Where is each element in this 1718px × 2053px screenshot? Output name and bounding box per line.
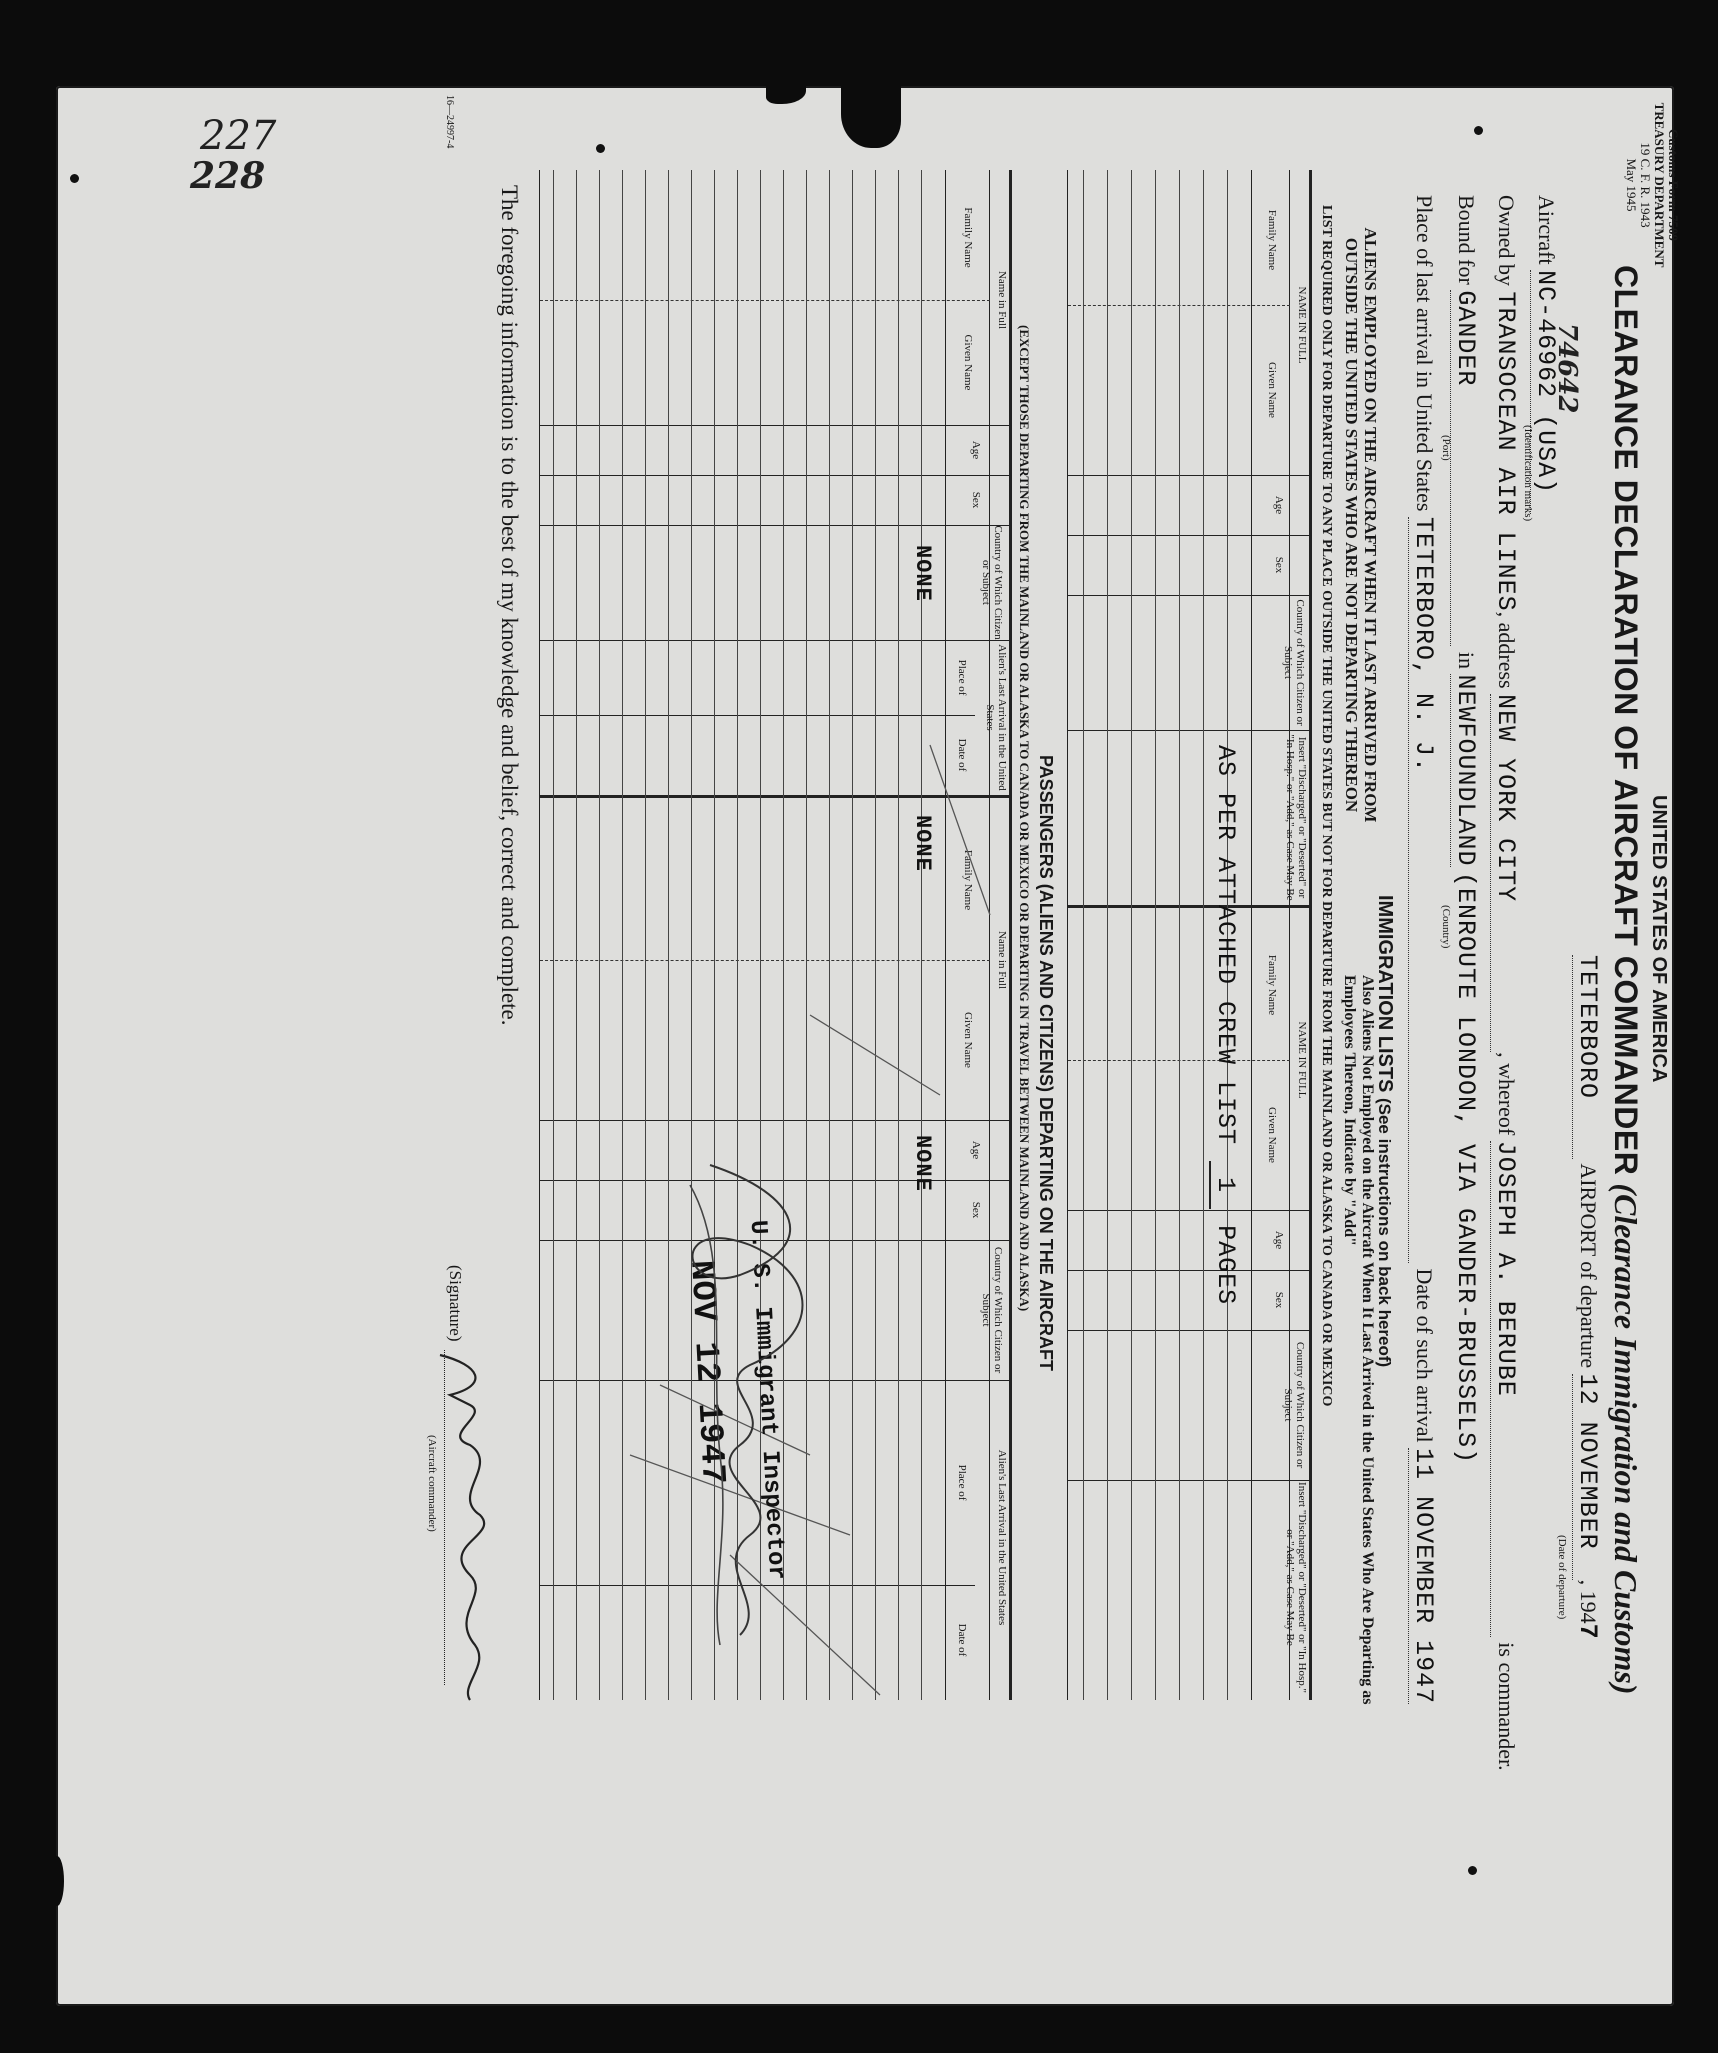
department: TREASURY DEPARTMENT [1652, 102, 1667, 268]
cfr: 19 C. F. R. 1943 [1638, 142, 1653, 228]
address-value: NEW YORK CITY [1490, 694, 1520, 1052]
right-list-heading: Also Aliens Not Employed on the Aircraft When It Last Arrived in the United States Who Are Departing as Employees Thereon, Indicate by "Add" [1341, 975, 1376, 1705]
crew-note: AS PER ATTACHED CREW LIST 1 PAGES [1211, 745, 1240, 1306]
airport-label: AIRPORT of departure [1576, 1163, 1601, 1369]
date-arrival-value: 11 NOVEMBER 1947 [1409, 1448, 1438, 1705]
upper-left-sex-header: Sex [1273, 556, 1285, 574]
page-number-bottom: 228 [190, 155, 266, 197]
bound-label: Bound for [1454, 195, 1479, 285]
stamp-date: NOV 12 1947 [681, 1259, 731, 1486]
owner-value: TRANSOCEAN AIR LINES [1491, 291, 1520, 612]
upper-right-insert-header: Insert "Discharged" or "Deserted" or "In Hosp." or "Add," as Case May Be [1284, 1482, 1308, 1693]
rotated-form [80, 95, 1680, 2015]
lower-right-family-header: Family Name [962, 849, 974, 911]
route-value: (ENROUTE LONDON, VIA GANDER-BRUSSELS) [1451, 872, 1480, 1465]
address-label: , address [1494, 611, 1519, 689]
commander-label: is commander. [1494, 1642, 1519, 1771]
upper-left-family-header: Family Name [1266, 209, 1278, 271]
country-heading: UNITED STATES OF AMERICA [1648, 795, 1670, 1083]
page-number-top: 227 [200, 113, 277, 159]
nc-correction: 74642 [1552, 323, 1582, 414]
list-required-note: LIST REQUIRED ONLY FOR DEPARTURE TO ANY PLACE OUTSIDE THE UNITED STATES BUT NOT FOR DEPARTURE FROM THE MAINLAND OR ALASKA TO CANADA OR MEXICO [1319, 205, 1334, 1407]
punch-hole [70, 174, 79, 183]
upper-right-family-header: Family Name [1266, 954, 1278, 1016]
aircraft-caption: (Identification marks) [1522, 425, 1534, 522]
form-date: May 1945 [1624, 158, 1639, 212]
bound-value: GANDER [1450, 290, 1480, 646]
upper-left-country-header: Country of Which Citizen or Subject [1282, 599, 1306, 726]
lower-left-date-header: Date of [956, 738, 968, 772]
aircraft-value: NC-46962 (USA) [1530, 270, 1560, 514]
signature-caption: (Aircraft commander) [426, 1435, 438, 1532]
form-number: Customs Form 7509 [1666, 129, 1681, 241]
lower-right-last-arrival-header: Alien's Last Arrival in the United States [996, 1449, 1008, 1626]
owned-label: Owned by [1494, 195, 1519, 287]
torn-edge [50, 1856, 64, 1906]
lower-right-given-header: Given Name [962, 1012, 974, 1068]
lower-right-country-header: Country of Which Citizen or Subject [980, 1246, 1004, 1374]
lower-right-place-header: Place of [956, 1464, 968, 1501]
lower-right-name-header: Name in Full [996, 930, 1008, 990]
upper-left-insert-header: Insert "Discharged" or "Deserted" or "In Hosp." or "Add," as Case May Be [1284, 734, 1308, 901]
lower-right-sex-header: Sex [970, 1201, 982, 1219]
none-entry-middle: NONE [910, 815, 935, 872]
year-suffix: 7 [1573, 1623, 1602, 1640]
last-arrival-value: TETERBORO, N. J. [1408, 517, 1438, 1263]
lower-right-date-header: Date of [956, 1623, 968, 1657]
lower-right-age-header: Age [970, 1140, 982, 1160]
lower-left-place-header: Place of [956, 659, 968, 696]
left-list-heading: ALIENS EMPLOYED ON THE AIRCRAFT WHEN IT LAST ARRIVED FROM OUTSIDE THE UNITED STATES WHO ARE NOT DEPARTING THEREON [1342, 227, 1380, 823]
departure-date-caption: (Date of departure) [1556, 1535, 1568, 1620]
lower-left-family-header: Family Name [962, 207, 974, 268]
in-label: in [1454, 651, 1479, 669]
passengers-subheading: (EXCEPT THOSE DEPARTING FROM THE MAINLAND OR ALASKA TO CANADA OR MEXICO OR DEPARTING IN TRAVEL BETWEEN MAINLAND AND ALASKA) [1017, 325, 1032, 1312]
immigration-heading: IMMIGRATION LISTS (See instructions on back hereof) [1374, 895, 1396, 1368]
signature-stroke [690, 1185, 723, 1645]
country-caption: (Country) [1440, 905, 1452, 949]
lower-left-age-header: Age [970, 440, 982, 460]
upper-left-age-header: Age [1273, 495, 1285, 515]
last-arrival-label: Place of last arrival in United States [1412, 195, 1437, 512]
passengers-heading: PASSENGERS (ALIENS AND CITIZENS) DEPARTING ON THE AIRCRAFT [1036, 755, 1056, 1372]
upper-right-sex-header: Sex [1273, 1291, 1285, 1309]
signature-stroke [440, 1355, 484, 1700]
lower-left-sex-header: Sex [970, 491, 982, 509]
upper-right-age-header: Age [1273, 1230, 1285, 1250]
departure-date-value: 12 NOVEMBER [1572, 1374, 1602, 1580]
stamp-title: U. S. Immigrant Inspector [743, 1219, 790, 1581]
whereof-label: , whereof [1494, 1052, 1519, 1136]
aircraft-label: Aircraft [1534, 195, 1559, 265]
upper-right-given-header: Given Name [1266, 1107, 1278, 1163]
port-caption: (Port) [1440, 435, 1452, 461]
year-prefix: , 194 [1576, 1579, 1601, 1624]
lower-left-last-arrival-header: Alien's Last Arrival in the United States [984, 644, 1008, 791]
print-code: 16—24997-4 [444, 95, 455, 149]
none-entry-left: NONE [910, 545, 935, 602]
commander-value: JOSEPH A. BERUBE [1490, 1141, 1520, 1637]
none-entry-right: NONE [910, 1135, 935, 1192]
country-value: NEWFOUNDLAND [1451, 674, 1480, 867]
form-title: CLEARANCE DECLARATION OF AIRCRAFT COMMANDER (Clearance Immigration and Customs) [1608, 265, 1644, 1695]
date-arrival-label: Date of such arrival [1412, 1268, 1437, 1443]
signature-label: (Signature) [446, 1265, 465, 1342]
lower-left-name-header: Name in Full [996, 270, 1008, 330]
footer-statement: The foregoing information is to the best of my knowledge and belief, correct and complete. [497, 185, 522, 1026]
upper-left-given-header: Given Name [1266, 362, 1278, 418]
lower-left-given-header: Given Name [962, 334, 974, 391]
upper-right-country-header: Country of Which Citizen or Subject [1282, 1341, 1306, 1469]
lower-left-country-header: Country of Which Citizen or Subject [980, 525, 1004, 640]
inspector-signature [640, 1155, 860, 1655]
upper-left-name-header: NAME IN FULL [1296, 286, 1308, 364]
upper-right-name-header: NAME IN FULL [1296, 1021, 1308, 1099]
airport-value: TETERBORO [1572, 955, 1602, 1159]
